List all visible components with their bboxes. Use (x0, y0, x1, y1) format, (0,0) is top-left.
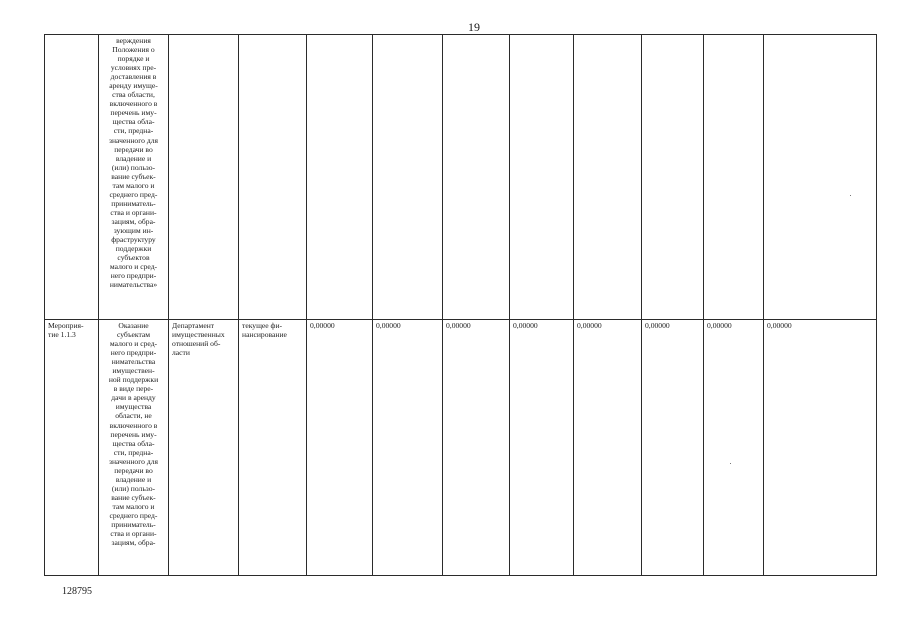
table-row (45, 35, 877, 320)
text-line: сти, предна- (113, 447, 154, 457)
text-line: среднего пред- (109, 189, 158, 199)
text-line: сти, предна- (113, 126, 154, 136)
text-line: значенного для (108, 456, 158, 466)
text-line: области, не (115, 411, 152, 421)
text-line: владение и (115, 474, 152, 484)
executor-cell (169, 35, 239, 320)
text-line: нансирование (242, 330, 287, 340)
executor-cell (169, 320, 239, 576)
text-line: имуществен- (112, 366, 155, 376)
text-line: нимательства (111, 357, 156, 367)
value-cell: 0,00000 (443, 320, 510, 576)
value-cell: 0,00000 (373, 320, 443, 576)
value-cell: 0,00000 (704, 320, 764, 576)
text-line: там малого и (112, 180, 155, 190)
text-line: (или) пользо- (111, 162, 156, 172)
text-line: зациям, обра- (111, 538, 156, 548)
text-line: Положения о (112, 45, 155, 55)
text-line: Мероприя- (48, 321, 84, 330)
scan-speck (730, 463, 731, 464)
funding-source-cell (239, 320, 307, 576)
text-line: там малого и (112, 501, 155, 511)
scan-speck (850, 195, 851, 196)
text-line: среднего пред- (109, 510, 158, 520)
text-line: щества обла- (112, 117, 155, 127)
text-line: Оказание (118, 321, 149, 330)
event-code-cell (45, 320, 99, 576)
text-line: верждения (116, 36, 151, 45)
text-line: доставления в (110, 72, 157, 82)
event-code-cell (45, 35, 99, 320)
value-cell: 0,00000 (307, 320, 373, 576)
text-line: ства области, (112, 90, 155, 100)
value-cell (574, 35, 642, 320)
text-line: отношений об- (172, 339, 221, 349)
text-line: него предпри- (110, 348, 157, 358)
text-line: вание субъек- (111, 492, 156, 502)
text-line: включенного в (109, 420, 158, 430)
text-line: имущества (115, 402, 152, 412)
text-line: передачи во (114, 465, 153, 475)
text-line: имущественных (172, 330, 225, 340)
text-line: вание субъек- (111, 171, 156, 181)
text-line: малого и сред- (109, 339, 158, 349)
value-cell: 0,00000 (764, 320, 877, 576)
text-line: передачи во (114, 144, 153, 154)
text-line: включенного в (109, 99, 158, 109)
footer-code: 128795 (62, 586, 92, 597)
value-cell (373, 35, 443, 320)
text-line: аренду имуще- (109, 81, 158, 91)
text-line: Департамент (172, 321, 215, 330)
text-line: ства и органи- (110, 529, 157, 539)
text-line: поддержки (115, 244, 152, 254)
value-cell (443, 35, 510, 320)
value-cell: 0,00000 (642, 320, 704, 576)
text-line: фраструктуру (111, 235, 156, 245)
value-cell: 0,00000 (510, 320, 574, 576)
value-cell (704, 35, 764, 320)
text-line: щества обла- (112, 438, 155, 448)
text-line: приниматель- (111, 198, 156, 208)
text-line: в виде пере- (113, 384, 154, 394)
value-cell (307, 35, 373, 320)
text-line: зующим ин- (113, 225, 154, 235)
event-description-cell (99, 35, 169, 320)
text-line: перечень иму- (110, 429, 157, 439)
text-line: ласти (172, 348, 190, 358)
text-line: порядке и (117, 54, 150, 64)
text-line: субъектов (117, 253, 150, 263)
text-line: тие 1.1.3 (48, 330, 76, 340)
text-line: (или) пользо- (111, 483, 156, 493)
text-line: субъектам (116, 330, 151, 340)
text-line: малого и сред- (109, 262, 158, 272)
value-cell (642, 35, 704, 320)
text-line: него предпри- (110, 271, 157, 281)
text-line: текущее фи- (242, 321, 283, 330)
budget-table (44, 34, 877, 576)
value-cell (764, 35, 877, 320)
value-cell (510, 35, 574, 320)
text-line: перечень иму- (110, 108, 157, 118)
value-cell: 0,00000 (574, 320, 642, 576)
text-line: зациям, обра- (111, 216, 156, 226)
text-line: приниматель- (111, 520, 156, 530)
page-number: 19 (468, 20, 480, 34)
funding-source-cell (239, 35, 307, 320)
text-line: владение и (115, 153, 152, 163)
text-line: значенного для (108, 135, 158, 145)
event-description-cell (99, 320, 169, 576)
text-line: нимательства» (109, 280, 158, 290)
table-row (45, 320, 877, 576)
text-line: ной поддержки (108, 375, 159, 385)
text-line: ства и органи- (110, 207, 157, 217)
text-line: дачи в аренду (111, 393, 156, 403)
text-line: условиях пре- (110, 63, 157, 73)
